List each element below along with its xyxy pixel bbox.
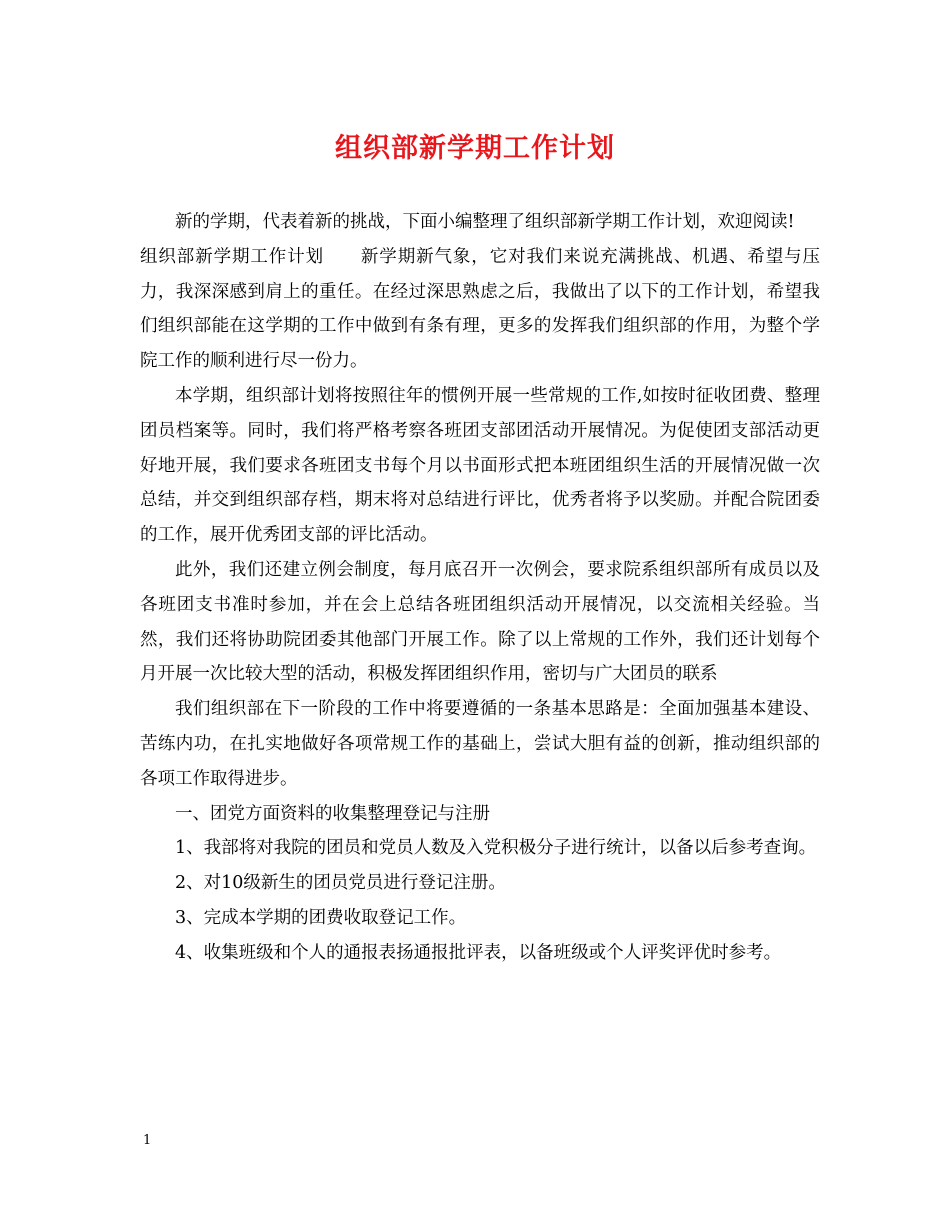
plan-opening: 新学期新气象，它对我们来说充满挑战、机遇、希望与压力，我深深感到肩上的重任。在经过深思熟虑之后，我做出了以下的工作计划，希望我们组织部能在这学期的工作中做到有条有理，更多的发挥我们组织部的作用，为整个学院工作的顺利进行尽一份力。: [140, 246, 820, 372]
document-body: [140, 205, 820, 971]
basic-approach-paragraph: 我们组织部在下一阶段的工作中将要遵循的一条基本思路是：全面加强基本建设、苦练内功，在扎实地做好各项常规工作的基础上，尝试大胆有益的创新，推动组织部的各项工作取得进步。: [140, 699, 820, 789]
plan-paragraph: [140, 240, 820, 379]
section-heading: 一、团党方面资料的收集整理登记与注册: [175, 803, 490, 824]
plan-heading: 组织部新学期工作计划: [140, 246, 324, 267]
page-number: 1: [143, 1133, 152, 1148]
routine-work-paragraph: 本学期，组织部计划将按照往年的惯例开展一些常规的工作,如按时征收团费、整理团员档案等。同时，我们将严格考察各班团支部团活动开展情况。为促使团支部活动更好地开展，我们要求各班团支书每个月以书面形式把本班团组织生活的开展情况做一次总结，并交到组织部存档，期末将对总结进行评比，优秀者将予以奖励。并配合院团委的工作，展开优秀团支部的评比活动。: [140, 385, 820, 546]
document-title: 组织部新学期工作计划: [335, 133, 615, 164]
list-item-2: 2、对10级新生的团员党员进行登记注册。: [175, 873, 506, 894]
list-item-3: 3、完成本学期的团费收取登记工作。: [175, 907, 467, 928]
list-item-4: 4、收集班级和个人的通报表扬通报批评表，以备班级或个人评奖评优时参考。: [175, 942, 782, 963]
meeting-system-paragraph: 此外，我们还建立例会制度，每月底召开一次例会，要求院系组织部所有成员以及各班团支书准时参加，并在会上总结各班团组织活动开展情况，以交流相关经验。当然，我们还将协助院团委其他部门开展工作。除了以上常规的工作外，我们还计划每个月开展一次比较大型的活动，积极发挥团组织作用，密切与广大团员的联系: [140, 559, 820, 685]
list-item-1: 1、我部将对我院的团员和党员人数及入党积极分子进行统计，以备以后参考查询。: [175, 838, 817, 859]
intro-paragraph: 新的学期，代表着新的挑战，下面小编整理了组织部新学期工作计划，欢迎阅读!: [175, 212, 795, 232]
